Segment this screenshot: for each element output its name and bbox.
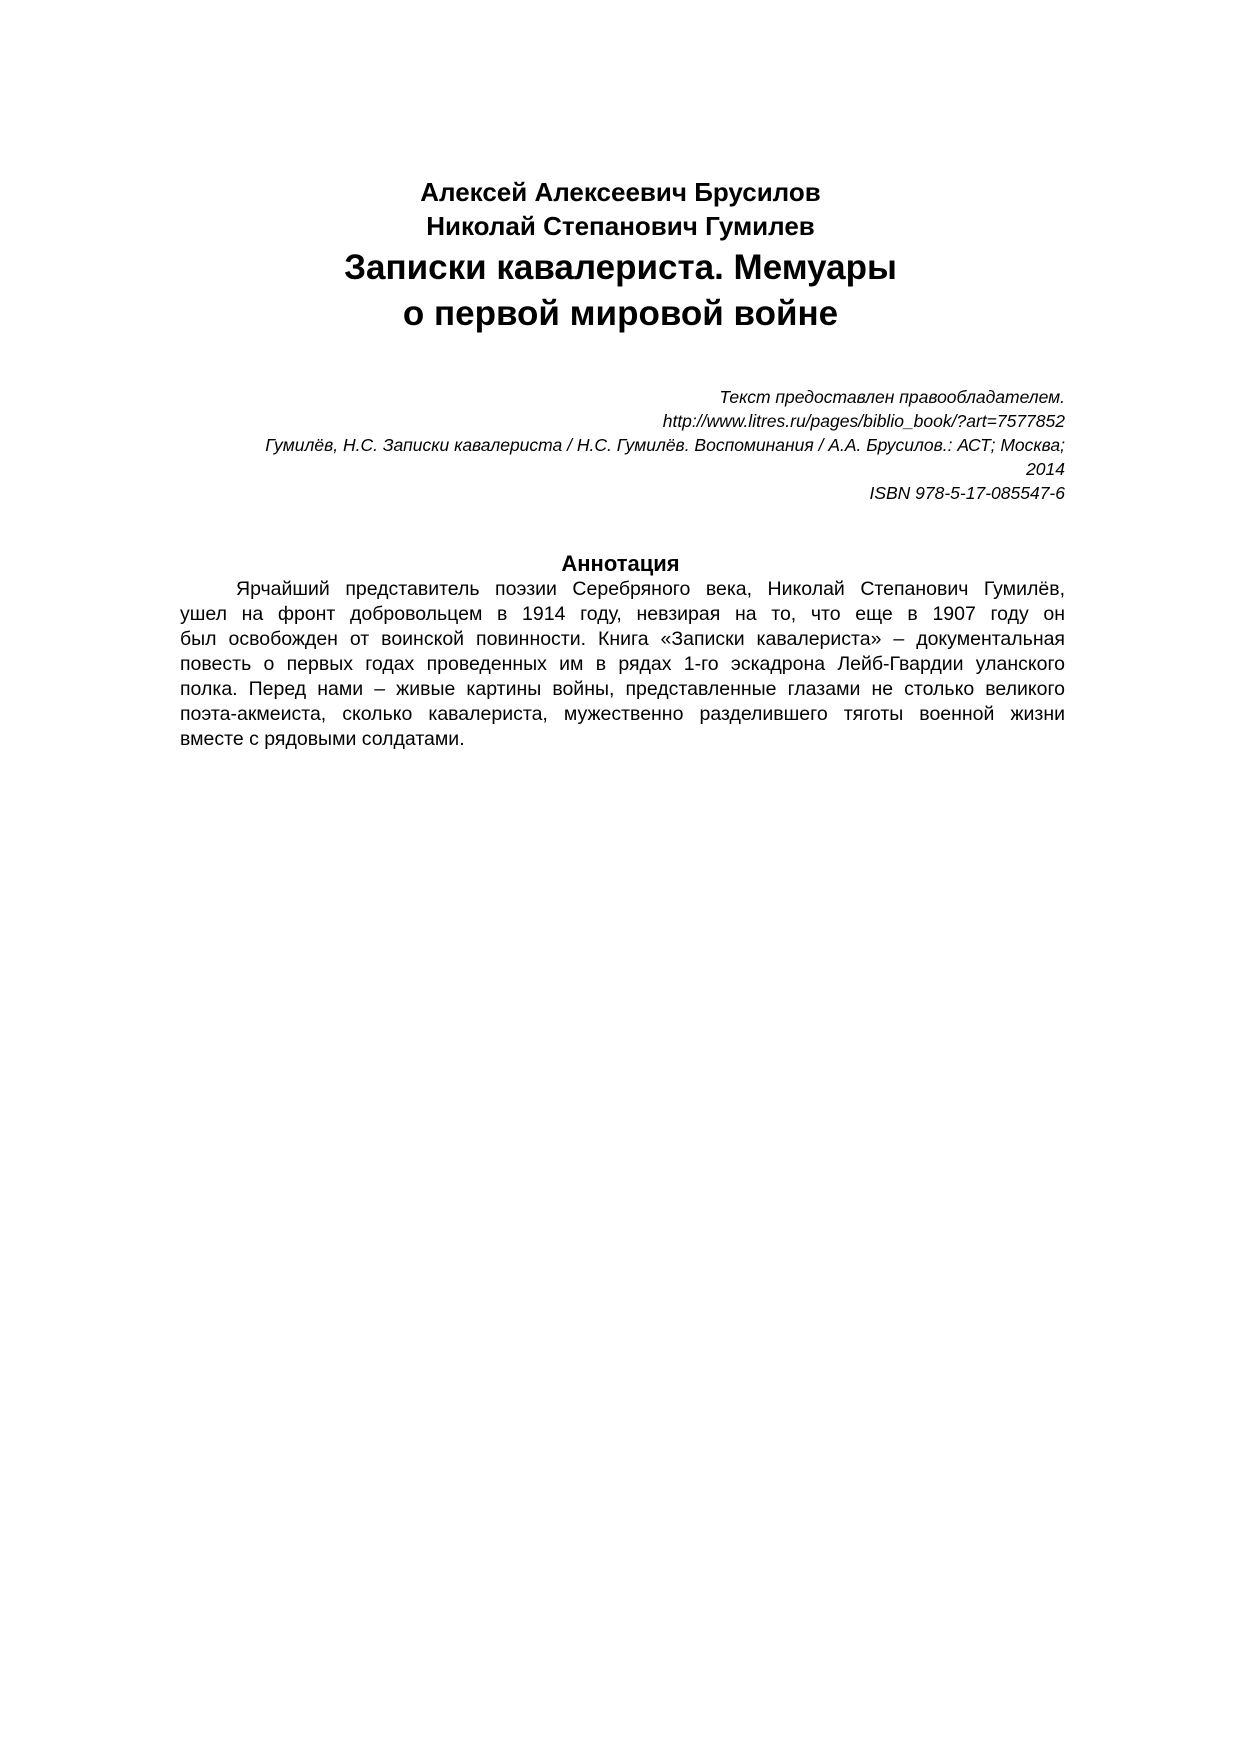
citation-line: Гумилёв, Н.С. Записки кавалериста / Н.С. Гумилёв. Воспоминания / А.А. Брусилов.: АСТ; Москва;: [265, 435, 1065, 455]
annotation-line: был освобожден от воинской повинности. Книга «Записки кавалериста» – документальная: [180, 628, 1065, 650]
annotation-line: поэта-акмеиста, сколько кавалериста, мужественно разделившего тяготы военной жизни: [180, 703, 1065, 725]
annotation-heading: Аннотация: [561, 551, 680, 576]
rights-notice: Текст предоставлен правообладателем.: [719, 387, 1065, 407]
annotation-line: повесть о первых годах проведенных им в рядах 1-го эскадрона Лейб-Гвардии уланского: [180, 653, 1065, 675]
publication-info: [180, 385, 1065, 505]
source-url: http://www.litres.ru/pages/biblio_book/?art=7577852: [662, 411, 1065, 431]
annotation-line: Ярчайший представитель поэзии Серебряного века, Николай Степанович Гумилёв,: [236, 578, 1065, 600]
annotation-text: [180, 577, 1065, 752]
isbn: ISBN 978-5-17-085547-6: [869, 483, 1065, 503]
book-title-line: Записки кавалериста. Мемуары: [344, 248, 897, 287]
author-name: Алексей Алексеевич Брусилов: [420, 177, 821, 207]
book-title-line: о первой мировой войне: [402, 294, 839, 333]
author-name: Николай Степанович Гумилев: [426, 211, 815, 241]
authors-block: [0, 175, 1241, 243]
annotation-line: ушел на фронт добровольцем в 1914 году, невзирая на то, что еще в 1907 году он: [180, 603, 1065, 625]
citation-year: 2014: [1026, 459, 1065, 479]
annotation-line: полка. Перед нами – живые картины войны, представленные глазами не столько великого: [180, 678, 1065, 700]
book-title: [0, 245, 1241, 337]
annotation-line: вместе с рядовыми солдатами.: [180, 728, 465, 750]
